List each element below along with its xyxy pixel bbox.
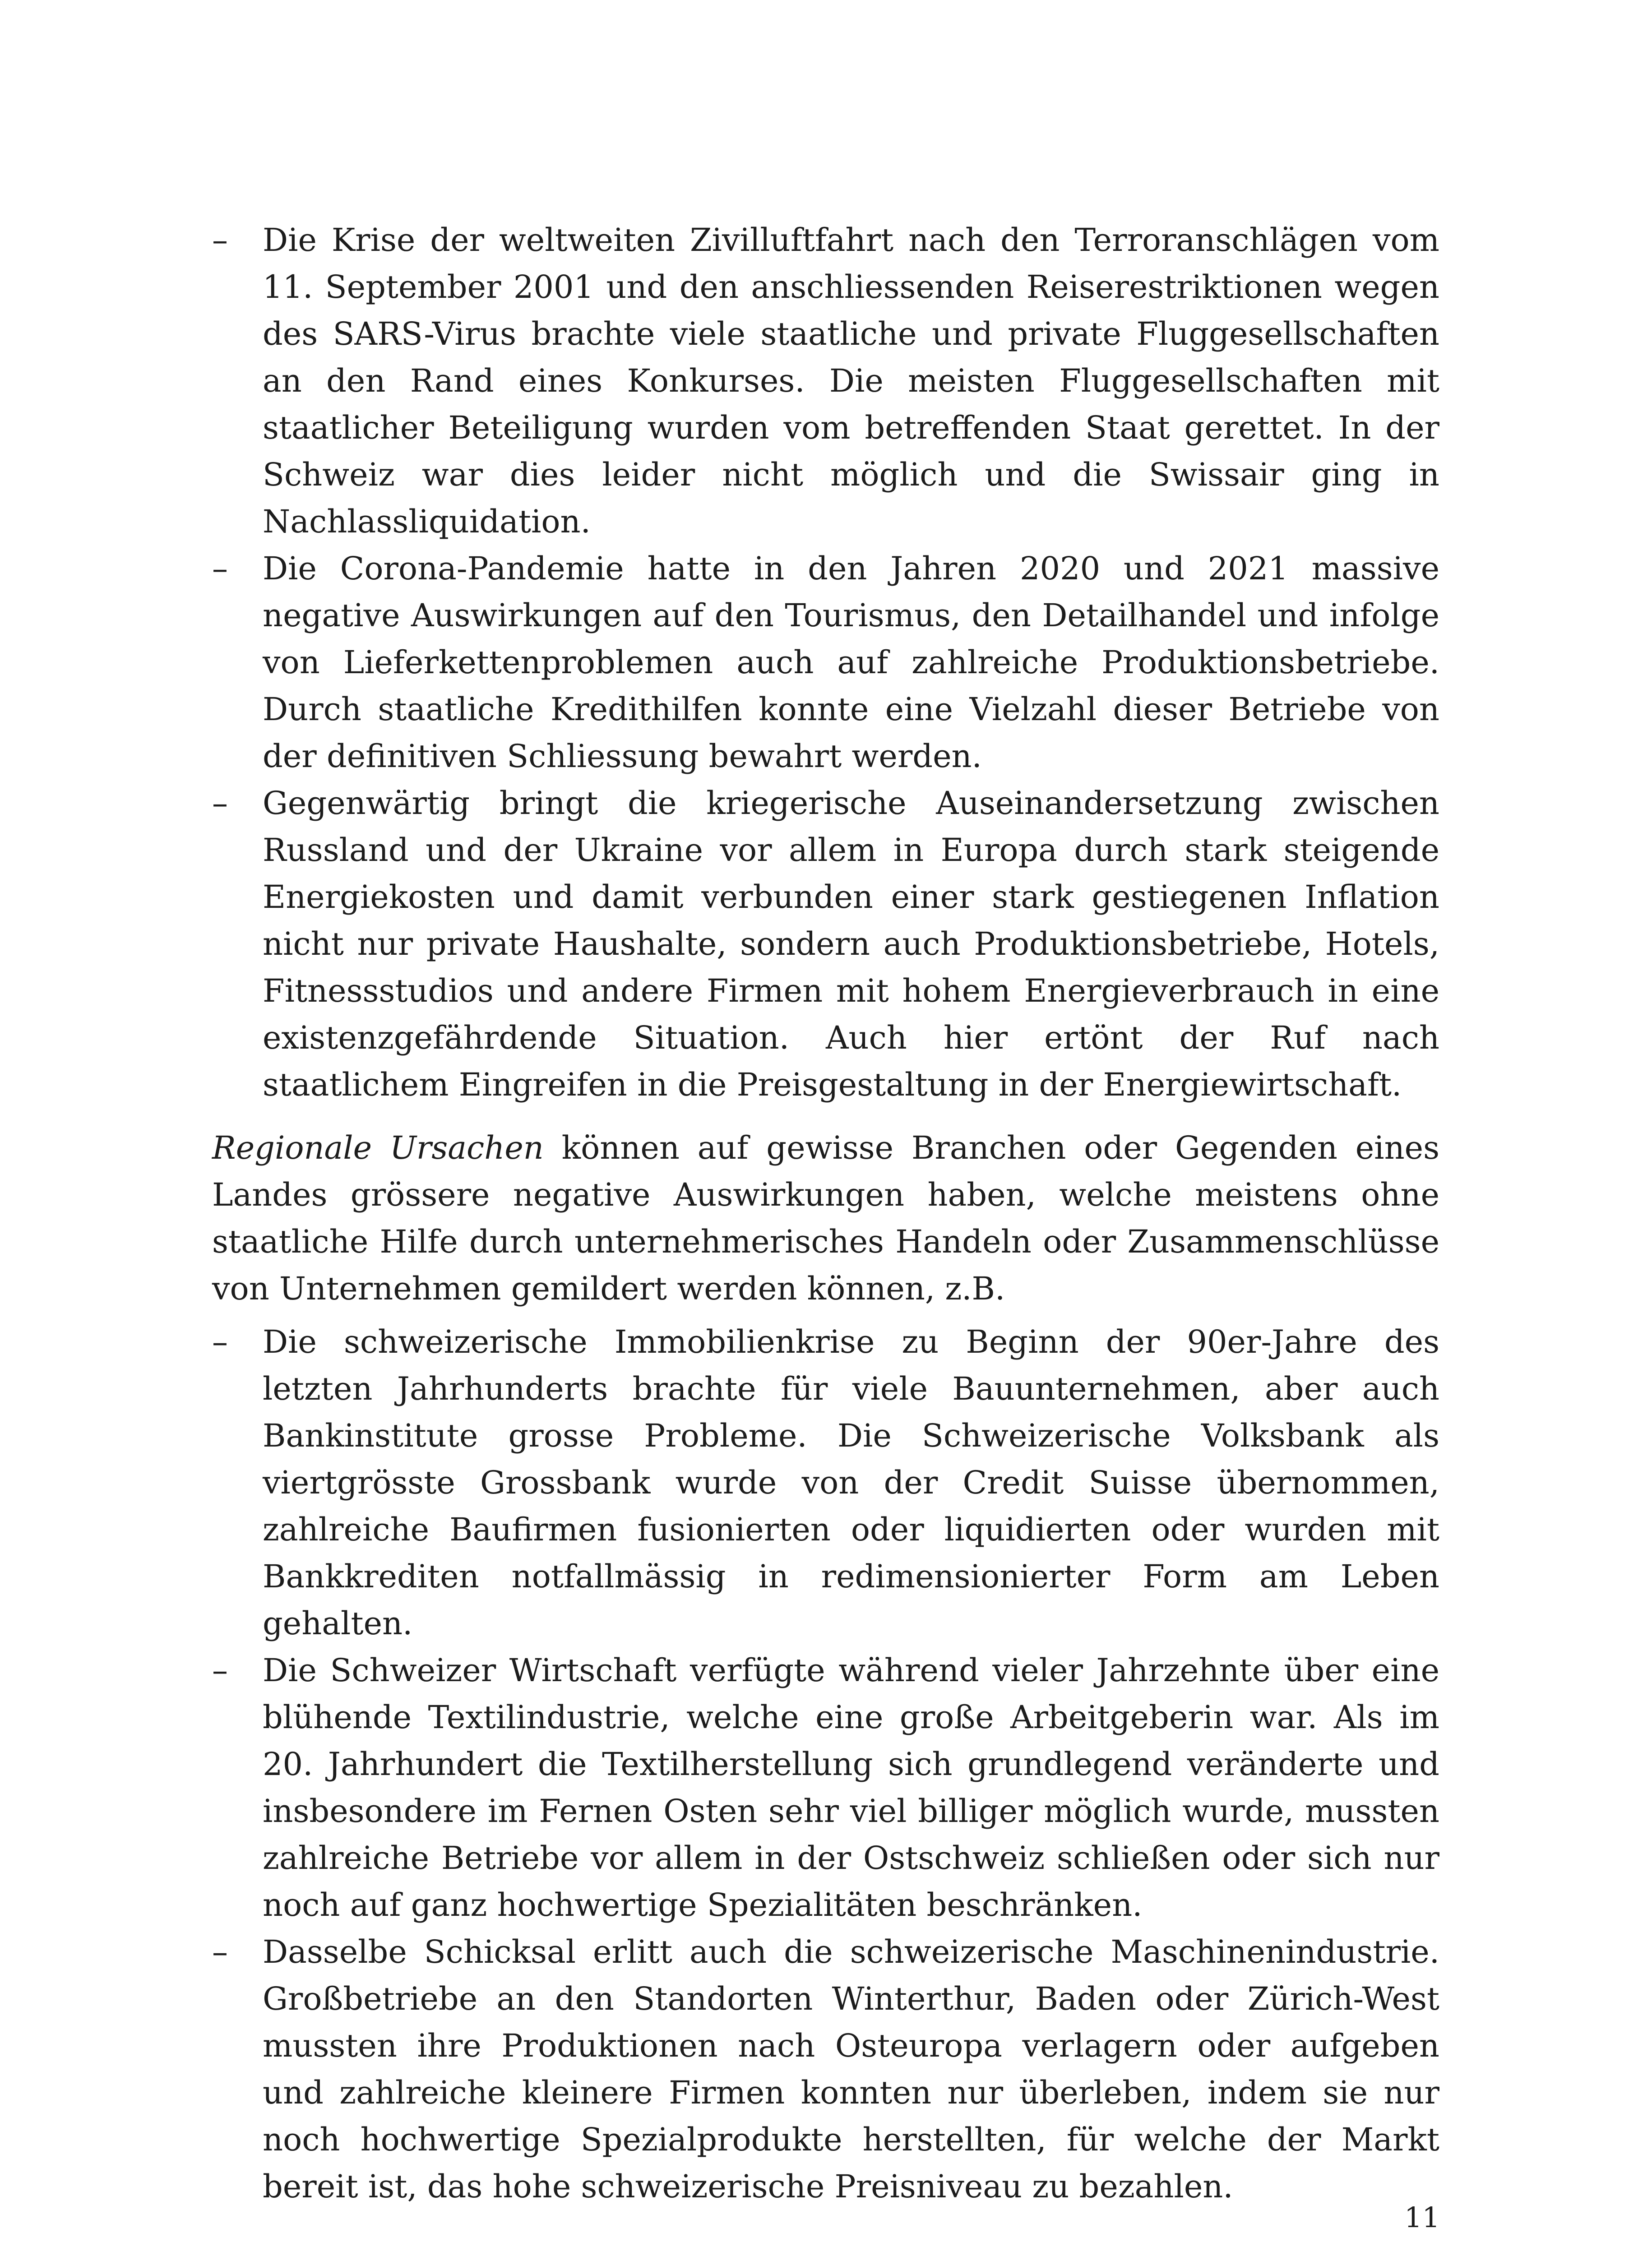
paragraph-text: können auf gewisse Branchen oder Gegenden eines Landes grössere negative Auswirkungen haben, welche meistens ohne staatliche Hilfe durch unternehmerisches Handeln oder Zusammenschlüsse von Unternehmen gemildert werden können, z.B. [212, 1129, 1439, 1307]
list-item-text: Die Corona-Pandemie hatte in den Jahren 2020 und 2021 massive negative Auswirkungen auf den Tourismus, den Detailhandel und infolge von Lieferkettenproblemen auch auf zahlreiche Produktionsbetriebe. Durch staatliche Kredithilfen konnte eine Vielzahl dieser Betriebe von der definitiven Schliessung bewahrt werden. [263, 550, 1439, 775]
list-item [212, 1647, 1439, 1928]
list-dash: – [212, 222, 228, 259]
paragraph-emphasis: Regionale Ursachen [212, 1129, 544, 1166]
list-item [212, 545, 1439, 780]
bullet-list-national-causes [212, 217, 1439, 1108]
list-dash: – [212, 550, 228, 587]
page-body [212, 217, 1439, 2210]
list-dash: – [212, 1652, 228, 1689]
list-item [212, 1318, 1439, 1647]
list-item-text: Die schweizerische Immobilienkrise zu Beginn der 90er-Jahre des letzten Jahrhunderts brachte für viele Bauunternehmen, aber auch Bankinstitute grosse Probleme. Die Schweizerische Volksbank als viertgrösste Grossbank wurde von der Credit Suisse übernommen, zahlreiche Baufirmen fusionierten oder liquidierten oder wurden mit Bankkrediten notfallmässig in redimensionierter Form am Leben gehalten. [263, 1323, 1439, 1642]
list-item-text: Dasselbe Schicksal erlitt auch die schweizerische Maschinenindustrie. Großbetriebe an den Standorten Winterthur, Baden oder Zürich-West mussten ihre Produktionen nach Osteuropa verlagern oder aufgeben und zahlreiche kleinere Firmen konnten nur überleben, indem sie nur noch hochwertige Spezialprodukte herstellten, für welche der Markt bereit ist, das hohe schweizerische Preisniveau zu bezahlen. [263, 1933, 1439, 2205]
list-item-text: Die Schweizer Wirtschaft verfügte während vieler Jahrzehnte über eine blühende Textilindustrie, welche eine große Arbeitgeberin war. Als im 20. Jahrhundert die Textilherstellung sich grundlegend veränderte und insbesondere im Fernen Osten sehr viel billiger möglich wurde, mussten zahlreiche Betriebe vor allem in der Ostschweiz schließen oder sich nur noch auf ganz hochwertige Spezialitäten beschränken. [263, 1652, 1439, 1923]
paragraph-regional-causes [212, 1124, 1439, 1312]
list-dash: – [212, 785, 228, 822]
page-number: 11 [1404, 2201, 1440, 2234]
list-dash: – [212, 1933, 228, 1970]
list-item [212, 780, 1439, 1108]
list-dash: – [212, 1323, 228, 1360]
list-item-text: Gegenwärtig bringt die kriegerische Auseinandersetzung zwischen Russland und der Ukraine vor allem in Europa durch stark steigende Energiekosten und damit verbunden einer stark gestiegenen Inflation nicht nur private Haushalte, sondern auch Produktionsbetriebe, Hotels, Fitnessstudios und andere Firmen mit hohem Energieverbrauch in eine existenzgefährdende Situation. Auch hier ertönt der Ruf nach staatlichem Eingreifen in die Preisgestaltung in der Energiewirtschaft. [263, 785, 1439, 1103]
bullet-list-regional-causes [212, 1318, 1439, 2210]
list-item [212, 217, 1439, 545]
list-item-text: Die Krise der weltweiten Zivilluftfahrt nach den Terroranschlägen vom 11. September 2001 und den anschliessenden Reiserestriktionen wegen des SARS-Virus brachte viele staatliche und private Fluggesellschaften an den Rand eines Konkurses. Die meisten Fluggesellschaften mit staatlicher Beteiligung wurden vom betreffenden Staat gerettet. In der Schweiz war dies leider nicht möglich und die Swissair ging in Nachlassliquidation. [263, 222, 1439, 540]
list-item [212, 1928, 1439, 2210]
